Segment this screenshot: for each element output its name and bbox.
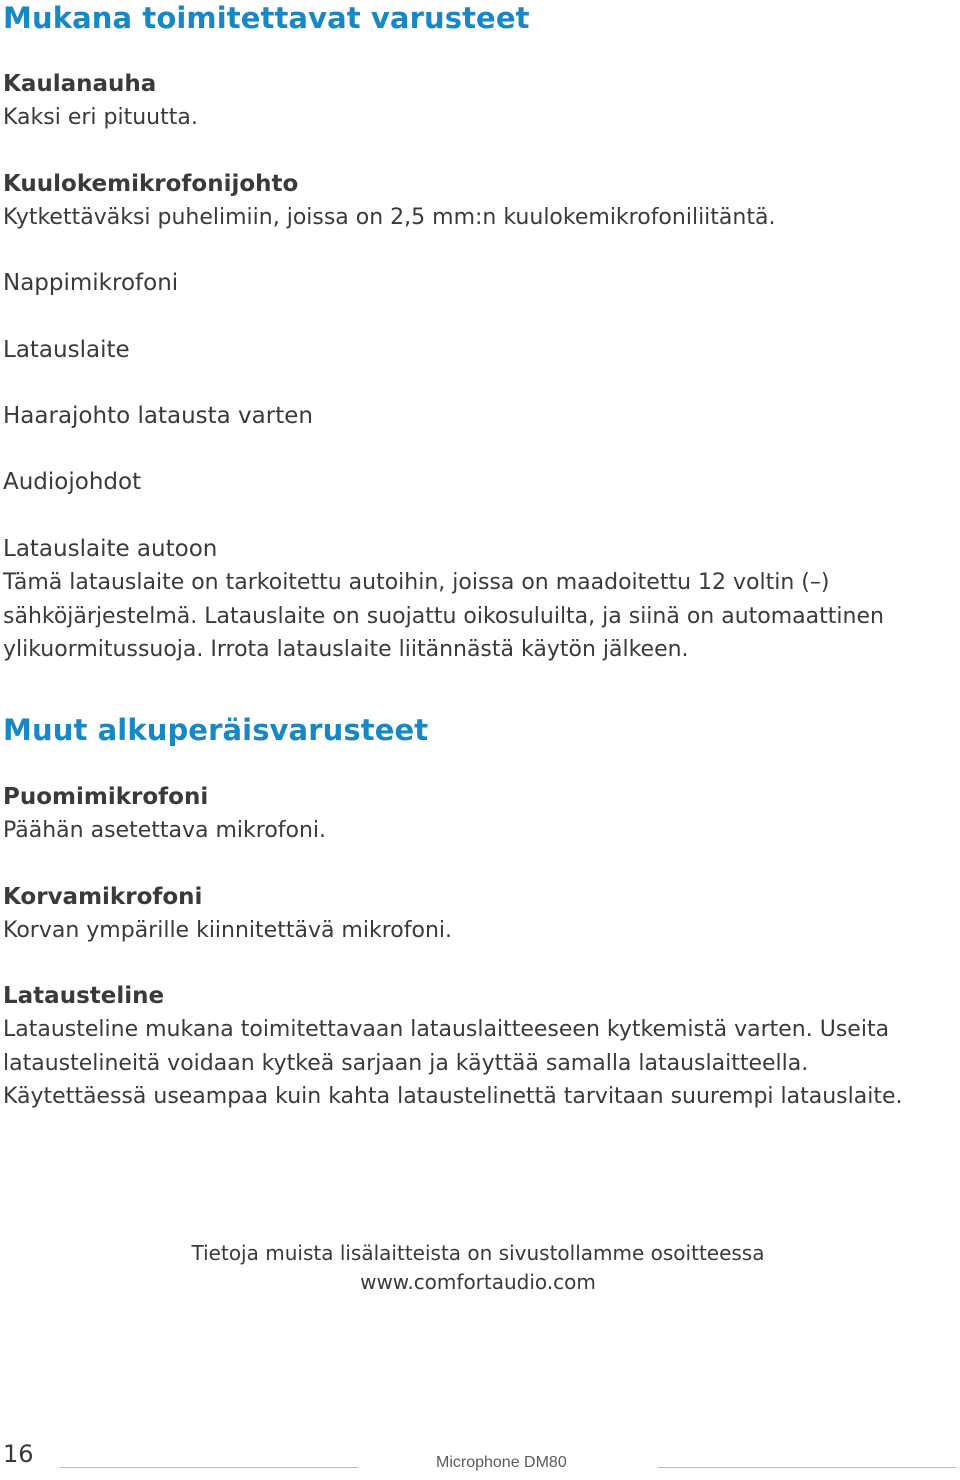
item-title: Haarajohto latausta varten [3, 403, 313, 429]
item-puomimikrofoni [3, 781, 953, 848]
item-audiojohdot [3, 466, 953, 499]
item-latauslaite [3, 334, 953, 367]
item-title: Latausteline [3, 983, 165, 1009]
footer-rule-right [658, 1467, 956, 1468]
section-title-other-accessories: Muut alkuperäisvarusteet [3, 713, 429, 747]
product-name: Microphone DM80 [436, 1454, 567, 1471]
item-nappimikrofoni [3, 267, 953, 300]
item-title: Latauslaite [3, 337, 130, 363]
footer-rule-left [60, 1467, 358, 1468]
item-description: Latausteline mukana toimitettavaan latauslaitteeseen kytkemistä varten. Useita lataustelineitä voidaan kytkeä sarjaan ja käyttää samalla latauslaitteella. Käytettäessä useampaa kuin kahta lataustelinettä tarvitaan suurempi latauslaite. [3, 1017, 903, 1109]
item-description: Päähän asetettava mikrofoni. [3, 818, 327, 843]
footer-note [0, 1239, 956, 1297]
item-title: Kuulokemikrofonijohto [3, 171, 299, 197]
item-latauslaite-autoon [3, 533, 953, 667]
footer-note-text: Tietoja muista lisälaitteista on sivustollamme osoitteessa [191, 1241, 765, 1265]
item-title: Kaulanauha [3, 71, 157, 97]
item-latausteline [3, 980, 953, 1114]
item-description: Kaksi eri pituutta. [3, 105, 198, 130]
item-haarajohto [3, 400, 953, 433]
item-description: Kytkettäväksi puhelimiin, joissa on 2,5 mm:n kuulokemikrofoniliitäntä. [3, 205, 776, 230]
item-title: Nappimikrofoni [3, 270, 179, 296]
item-kaulanauha [3, 68, 953, 135]
item-title: Korvamikrofoni [3, 884, 203, 910]
website-link[interactable]: www.comfortaudio.com [360, 1270, 596, 1294]
item-title: Latauslaite autoon [3, 536, 218, 562]
page-number: 16 [3, 1440, 34, 1468]
item-description: Korvan ympärille kiinnitettävä mikrofoni. [3, 918, 452, 943]
item-kuulokemikrofonijohto [3, 168, 953, 235]
item-title: Audiojohdot [3, 469, 142, 495]
item-title: Puomimikrofoni [3, 784, 209, 810]
section-title-included-accessories: Mukana toimitettavat varusteet [3, 1, 530, 35]
item-korvamikrofoni [3, 881, 953, 948]
item-description: Tämä latauslaite on tarkoitettu autoihin, joissa on maadoitettu 12 voltin (–) sähköjärjestelmä. Latauslaite on suojattu oikosuluilta, ja siinä on automaattinen ylikuormitussuoja. Irrota latauslaite liitännästä käytön jälkeen. [3, 570, 884, 662]
